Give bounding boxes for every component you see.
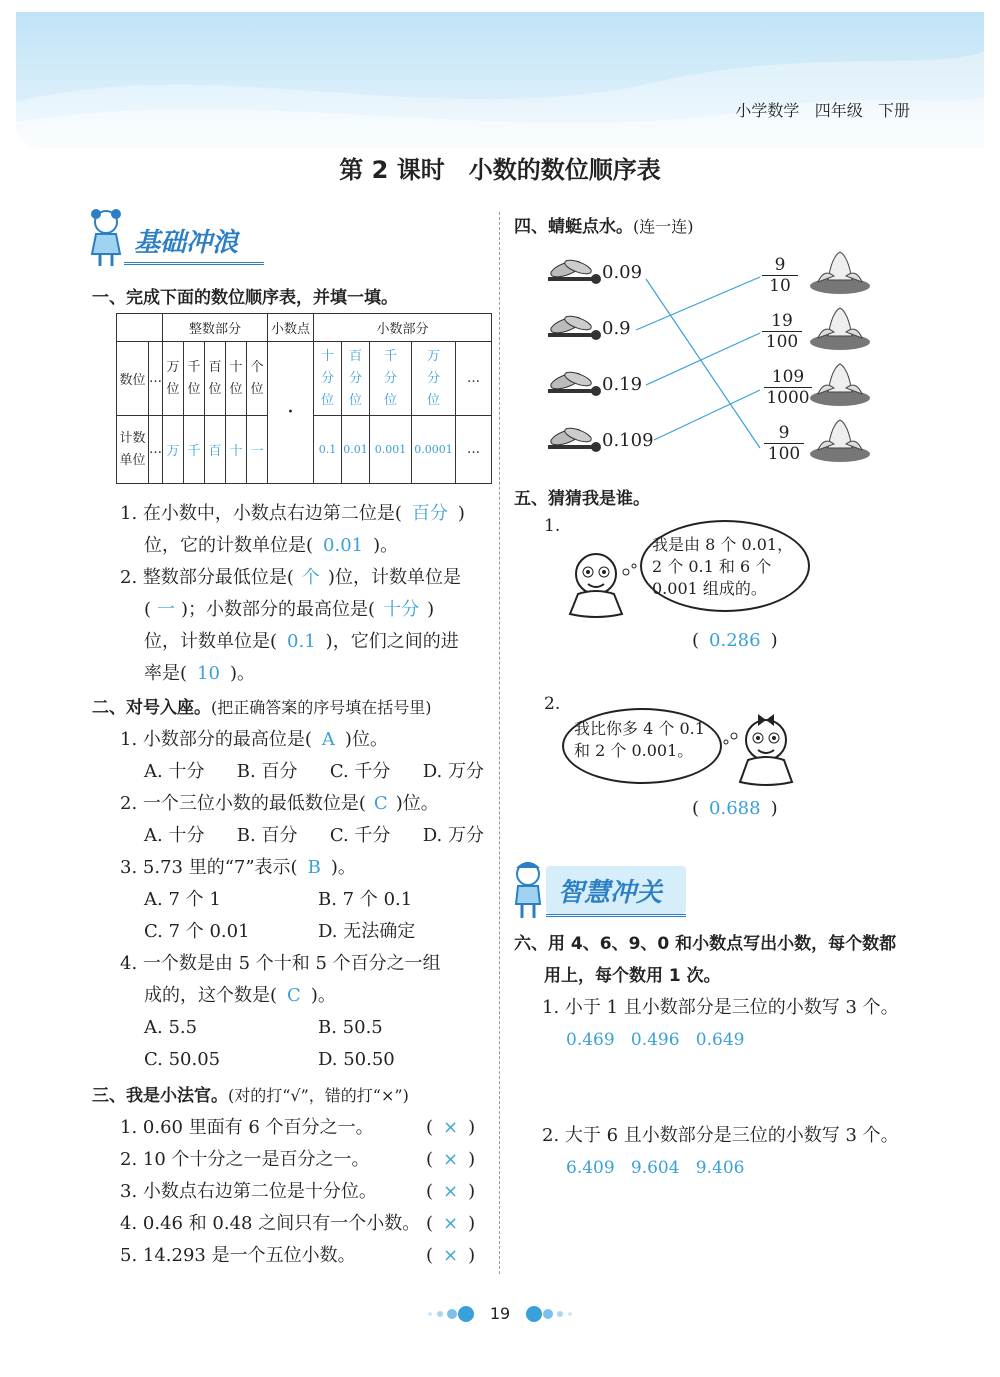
bubble-1-text: 我是由 8 个 0.01， 2 个 0.1 和 6 个 0.001 组成的。: [652, 535, 794, 598]
answer: 十分: [383, 599, 420, 620]
q3-item-5: 5. 14.293 是一个五位小数。 ( × ): [120, 1245, 476, 1266]
book-grade: 四年级: [814, 101, 863, 120]
q1-item-2b: ( 一 )；小数部分的最高位是( 十分 ): [144, 599, 435, 620]
page-number: 19: [489, 1304, 511, 1323]
q3-item-1: 1. 0.60 里面有 6 个百分之一。 ( × ): [120, 1117, 476, 1138]
section-badge-challenge: 智慧冲关: [558, 878, 663, 908]
lotus-icon: [810, 420, 870, 462]
place-bai: 百 位: [205, 342, 226, 416]
bubble-2-text: 我比你多 4 个 0.1 和 2 个 0.001。: [574, 719, 705, 760]
girl-mascot-icon: [88, 208, 128, 268]
q2-options-4b: C. 50.05 D. 50.50: [144, 1049, 395, 1070]
dragonfly-icon: [548, 426, 601, 452]
answer: ×: [443, 1149, 459, 1170]
unit-yi: 一: [247, 416, 268, 484]
q6-sub-2-answers: 6.409 9.604 9.406: [566, 1158, 745, 1178]
book-subject: 小学数学: [735, 101, 800, 120]
unit-0.0001: 0.0001: [412, 416, 456, 484]
q2-note: (把正确答案的序号填在括号里): [211, 698, 432, 717]
answer: ×: [443, 1117, 459, 1138]
section-badge-basic: 基础冲浪: [134, 228, 239, 258]
dragonfly-icon: [548, 258, 601, 284]
fraction-109-1000: $\frac{109}{1000}$: [764, 367, 812, 408]
point-col-header: 小数点: [268, 314, 314, 342]
q3-block: [92, 1080, 492, 1272]
q6-title-b: 用上，每个数用 1 次。: [544, 966, 721, 986]
fraction-19-100: $\frac{19}{100}$: [762, 311, 802, 352]
q3-item-4: 4. 0.46 和 0.48 之间只有一个小数。 ( × ): [120, 1213, 476, 1234]
q2-item-4a: 4. 一个数是由 5 个十和 5 个百分之一组: [120, 953, 441, 974]
q5-p2-number: 2.: [544, 694, 561, 714]
place-value-table: [116, 313, 492, 484]
answer: 个: [301, 567, 320, 588]
unit-0.01: 0.01: [342, 416, 370, 484]
q2-options-4a: A. 5.5 B. 50.5: [144, 1017, 383, 1038]
q2-options-2: A. 十分 B. 百分 C. 千分 D. 万分: [144, 825, 484, 846]
badge-underline: [124, 262, 264, 265]
column-divider: [499, 212, 500, 1274]
answer: 一: [157, 599, 176, 620]
q2-title: 二、对号入座。: [92, 698, 211, 718]
unit-0.001: 0.001: [370, 416, 412, 484]
q3-item-2: 2. 10 个十分之一是百分之一。 ( × ): [120, 1149, 476, 1170]
lotus-icon: [810, 252, 870, 294]
ellipsis: …: [456, 416, 492, 484]
place-hundredths: 百 分 位: [342, 342, 370, 416]
q6-sub-1-answers: 0.469 0.496 0.649: [566, 1030, 745, 1050]
unit-bai: 百: [205, 416, 226, 484]
q2-item-4b: 成的，这个数是( C )。: [144, 985, 336, 1006]
match-line: [636, 277, 760, 330]
lotus-icon: [810, 308, 870, 350]
answer: 0.1: [287, 631, 316, 652]
place-ge: 个 位: [247, 342, 268, 416]
q4-title: 四、蜻蜓点水。: [514, 217, 633, 237]
place-tenths: 十 分 位: [314, 342, 342, 416]
answer: A: [321, 729, 335, 750]
q5-title: 五、猜猜我是谁。: [514, 489, 650, 509]
answer: C: [287, 985, 301, 1006]
unit-shi: 十: [226, 416, 247, 484]
place-shi: 十 位: [226, 342, 247, 416]
ellipsis: …: [456, 342, 492, 416]
q2-options-3b: C. 7 个 0.01 D. 无法确定: [144, 921, 416, 942]
q1-item-2c: 位，计数单位是( 0.1 )，它们之间的进: [144, 631, 459, 652]
decimal-0.09: 0.09: [602, 262, 643, 283]
q1-item-1a: 1. 在小数中，小数点右边第二位是( 百分 ): [120, 503, 465, 524]
match-line: [646, 333, 760, 385]
q2-item-1: 1. 小数部分的最高位是( A )位。: [120, 729, 388, 750]
q2-item-3: 3. 5.73 里的“7”表示( B )。: [120, 857, 356, 878]
answer: ×: [443, 1245, 459, 1266]
row-label-place: 数位: [117, 342, 149, 416]
int-part-header: 整数部分: [163, 314, 268, 342]
q2-title-row: [92, 692, 492, 724]
place-thousandths: 千 分 位: [370, 342, 412, 416]
q6-title-a: 六、用 4、6、9、0 和小数点写出小数，每个数都: [514, 934, 897, 954]
answer: 0.01: [323, 535, 364, 556]
place-qian: 千 位: [184, 342, 205, 416]
q1-items: [120, 498, 500, 690]
decimal-point: ·: [268, 342, 314, 484]
q1-title: 一、完成下面的数位顺序表，并填一填。: [92, 288, 398, 308]
girl-baby-icon: [718, 708, 802, 788]
q4-title-row: [514, 212, 694, 237]
q4-matching-svg: [540, 245, 880, 470]
place-ten-thousandths: 万 分 位: [412, 342, 456, 416]
decimal-0.109: 0.109: [602, 430, 654, 451]
q4-note: (连一连): [633, 217, 694, 236]
q6-block-2: [514, 1120, 914, 1184]
decimal-0.9: 0.9: [602, 318, 631, 339]
q3-note: (对的打“√”，错的打“×”): [228, 1086, 409, 1105]
q2-item-2: 2. 一个三位小数的最低数位是( C )位。: [120, 793, 439, 814]
q2-block: [92, 692, 492, 1076]
q5-p1-number: 1.: [544, 516, 561, 536]
unit-qian: 千: [184, 416, 205, 484]
match-line: [654, 390, 760, 440]
ellipsis: …: [149, 416, 163, 484]
dragonfly-icon: [548, 370, 601, 396]
page-title: 第 2 课时 小数的数位顺序表: [339, 156, 661, 184]
q3-title-row: [92, 1080, 492, 1112]
q3-item-3: 3. 小数点右边第二位是十分位。 ( × ): [120, 1181, 476, 1202]
answer: 0.286: [709, 630, 761, 651]
book-info: [735, 98, 910, 121]
dec-part-header: 小数部分: [314, 314, 492, 342]
unit-wan: 万: [163, 416, 184, 484]
fraction-9-10: $\frac{9}{10}$: [762, 255, 798, 296]
q2-options-3a: A. 7 个 1 B. 7 个 0.1: [144, 889, 413, 910]
dragonfly-icon: [548, 314, 601, 340]
row-label-unit: 计数 单位: [117, 416, 149, 484]
answer: C: [373, 793, 388, 814]
q1-item-1b: 位，它的计数单位是( 0.01 )。: [144, 535, 399, 556]
boy-baby-icon: [564, 548, 644, 620]
answer: ×: [443, 1181, 459, 1202]
lotus-icon: [810, 364, 870, 406]
book-volume: 下册: [877, 101, 910, 120]
table-corner: [117, 314, 163, 342]
header-wave-decoration: [16, 12, 984, 148]
q6-sub-2: 2. 大于 6 且小数部分是三位的小数写 3 个。: [542, 1125, 899, 1146]
q1-item-2d: 率是( 10 )。: [144, 663, 255, 684]
q6-sub-1: 1. 小于 1 且小数部分是三位的小数写 3 个。: [542, 997, 899, 1018]
match-line: [646, 279, 760, 448]
q3-title: 三、我是小法官。: [92, 1086, 228, 1106]
answer: 百分: [411, 503, 448, 524]
decimal-0.19: 0.19: [602, 374, 643, 395]
q6-block: [514, 928, 914, 1056]
ellipsis: …: [149, 342, 163, 416]
answer: ×: [443, 1213, 459, 1234]
place-wan: 万 位: [163, 342, 184, 416]
fraction-9-100: $\frac{9}{100}$: [764, 423, 804, 464]
q5-p1-answer-row: ( 0.286 ): [692, 630, 778, 651]
unit-0.1: 0.1: [314, 416, 342, 484]
q1-item-2a: 2. 整数部分最低位是( 个 )位，计数单位是: [120, 567, 461, 588]
answer: 10: [197, 663, 220, 684]
q5-p2-answer-row: ( 0.688 ): [692, 798, 778, 819]
boy-mascot-icon: [510, 860, 550, 922]
badge-underline: [546, 914, 686, 917]
q2-options-1: A. 十分 B. 百分 C. 千分 D. 万分: [144, 761, 484, 782]
answer: B: [307, 857, 321, 878]
answer: 0.688: [709, 798, 761, 819]
